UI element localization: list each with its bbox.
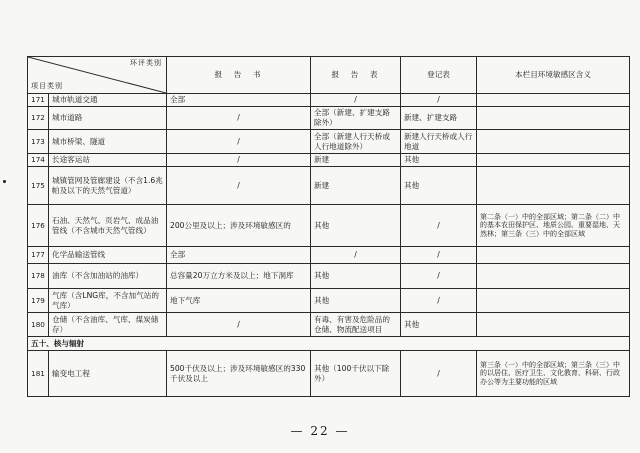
registration-cell: / [401, 351, 477, 397]
header-project-type: 项目类别 [31, 82, 63, 91]
row-number: 176 [28, 205, 49, 247]
sensitive-cell: 第二条（一）中的全部区域；第二条（二）中的基本农田保护区、地质公园、重要湿地、天然林；第三条（三）中的全部区域 [477, 205, 630, 247]
header-report-table: 报 告 表 [311, 57, 401, 94]
speck-mark [3, 180, 6, 183]
sensitive-cell [477, 94, 630, 107]
row-number: 178 [28, 264, 49, 289]
project-name: 石油、天然气、页岩气、成品油管线（不含城市天然气管线） [49, 205, 167, 247]
report-table-cell: 新建 [311, 154, 401, 167]
row-number: 175 [28, 167, 49, 205]
sensitive-cell [477, 130, 630, 154]
report-table-cell: 有毒、有害及危险品的仓储、物流配送项目 [311, 313, 401, 337]
registration-cell: / [401, 289, 477, 313]
report-book-cell: 总容量20万立方米及以上；地下洞库 [167, 264, 311, 289]
report-table-cell: / [311, 247, 401, 264]
table-row [28, 154, 630, 167]
project-name: 城市轨道交通 [49, 94, 167, 107]
row-number: 174 [28, 154, 49, 167]
report-table-cell: 其他 [311, 264, 401, 289]
sensitive-cell [477, 167, 630, 205]
section-title: 五十、核与辐射 [28, 337, 630, 351]
report-book-cell: 地下气库 [167, 289, 311, 313]
table-row [28, 107, 630, 130]
table-row [28, 351, 630, 397]
report-table-cell: 全部（新建、扩建支路除外） [311, 107, 401, 130]
registration-cell: 新建人行天桥或人行地道 [401, 130, 477, 154]
registration-cell: / [401, 205, 477, 247]
project-name: 气库（含LNG库，不含加气站的气库） [49, 289, 167, 313]
project-name: 仓储（不含油库、气库、煤炭储存） [49, 313, 167, 337]
project-name: 长途客运站 [49, 154, 167, 167]
project-name: 城市道路 [49, 107, 167, 130]
report-book-cell: 500千伏及以上；涉及环境敏感区的330千伏及以上 [167, 351, 311, 397]
sensitive-cell: 第三条（一）中的全部区域；第三条（三）中的以居住、医疗卫生、文化教育、科研、行政办公等为主要功能的区域 [477, 351, 630, 397]
report-table-cell: 其他 [311, 289, 401, 313]
header-registration: 登记表 [401, 57, 477, 94]
registration-cell: 其他 [401, 154, 477, 167]
row-number: 180 [28, 313, 49, 337]
report-table-cell: 其他（100千伏以下除外） [311, 351, 401, 397]
sensitive-cell [477, 264, 630, 289]
section-row [28, 337, 630, 351]
header-sensitive: 本栏目环境敏感区含义 [477, 57, 630, 94]
report-book-cell: / [167, 107, 311, 130]
table-row [28, 167, 630, 205]
table-row [28, 264, 630, 289]
table-header-row [28, 57, 630, 94]
registration-cell: 其他 [401, 313, 477, 337]
report-book-cell: / [167, 167, 311, 205]
registration-cell: 其他 [401, 167, 477, 205]
page-number: — 22 — [290, 424, 350, 438]
report-table-cell: 新建 [311, 167, 401, 205]
report-book-cell: 200公里及以上；涉及环境敏感区的 [167, 205, 311, 247]
header-env-type: 环评类别 [130, 59, 162, 67]
project-name: 输变电工程 [49, 351, 167, 397]
row-number: 173 [28, 130, 49, 154]
sensitive-cell [477, 289, 630, 313]
report-table-cell: 其他 [311, 205, 401, 247]
row-number: 179 [28, 289, 49, 313]
registration-cell: 新建、扩建支路 [401, 107, 477, 130]
project-name: 化学品输送管线 [49, 247, 167, 264]
registration-cell: / [401, 247, 477, 264]
project-name: 城镇管网及管廊建设（不含1.6兆帕及以下的天然气管道） [49, 167, 167, 205]
row-number: 172 [28, 107, 49, 130]
table-row [28, 289, 630, 313]
report-book-cell: / [167, 313, 311, 337]
table-row [28, 130, 630, 154]
report-table-cell: / [311, 94, 401, 107]
sensitive-cell [477, 313, 630, 337]
report-book-cell: 全部 [167, 94, 311, 107]
registration-cell: / [401, 264, 477, 289]
header-diagonal-cell [28, 57, 167, 94]
table-row [28, 247, 630, 264]
sensitive-cell [477, 247, 630, 264]
sensitive-cell [477, 107, 630, 130]
header-report-book: 报 告 书 [167, 57, 311, 94]
row-number: 171 [28, 94, 49, 107]
eia-classification-table [27, 56, 630, 397]
report-book-cell: 全部 [167, 247, 311, 264]
registration-cell: / [401, 94, 477, 107]
table-row [28, 313, 630, 337]
table-row [28, 94, 630, 107]
report-book-cell: / [167, 154, 311, 167]
table-row [28, 205, 630, 247]
project-name: 油库（不含加油站的油库） [49, 264, 167, 289]
report-book-cell: / [167, 130, 311, 154]
project-name: 城市桥梁、隧道 [49, 130, 167, 154]
row-number: 181 [28, 351, 49, 397]
row-number: 177 [28, 247, 49, 264]
sensitive-cell [477, 154, 630, 167]
report-table-cell: 全部（新建人行天桥或人行地道除外） [311, 130, 401, 154]
